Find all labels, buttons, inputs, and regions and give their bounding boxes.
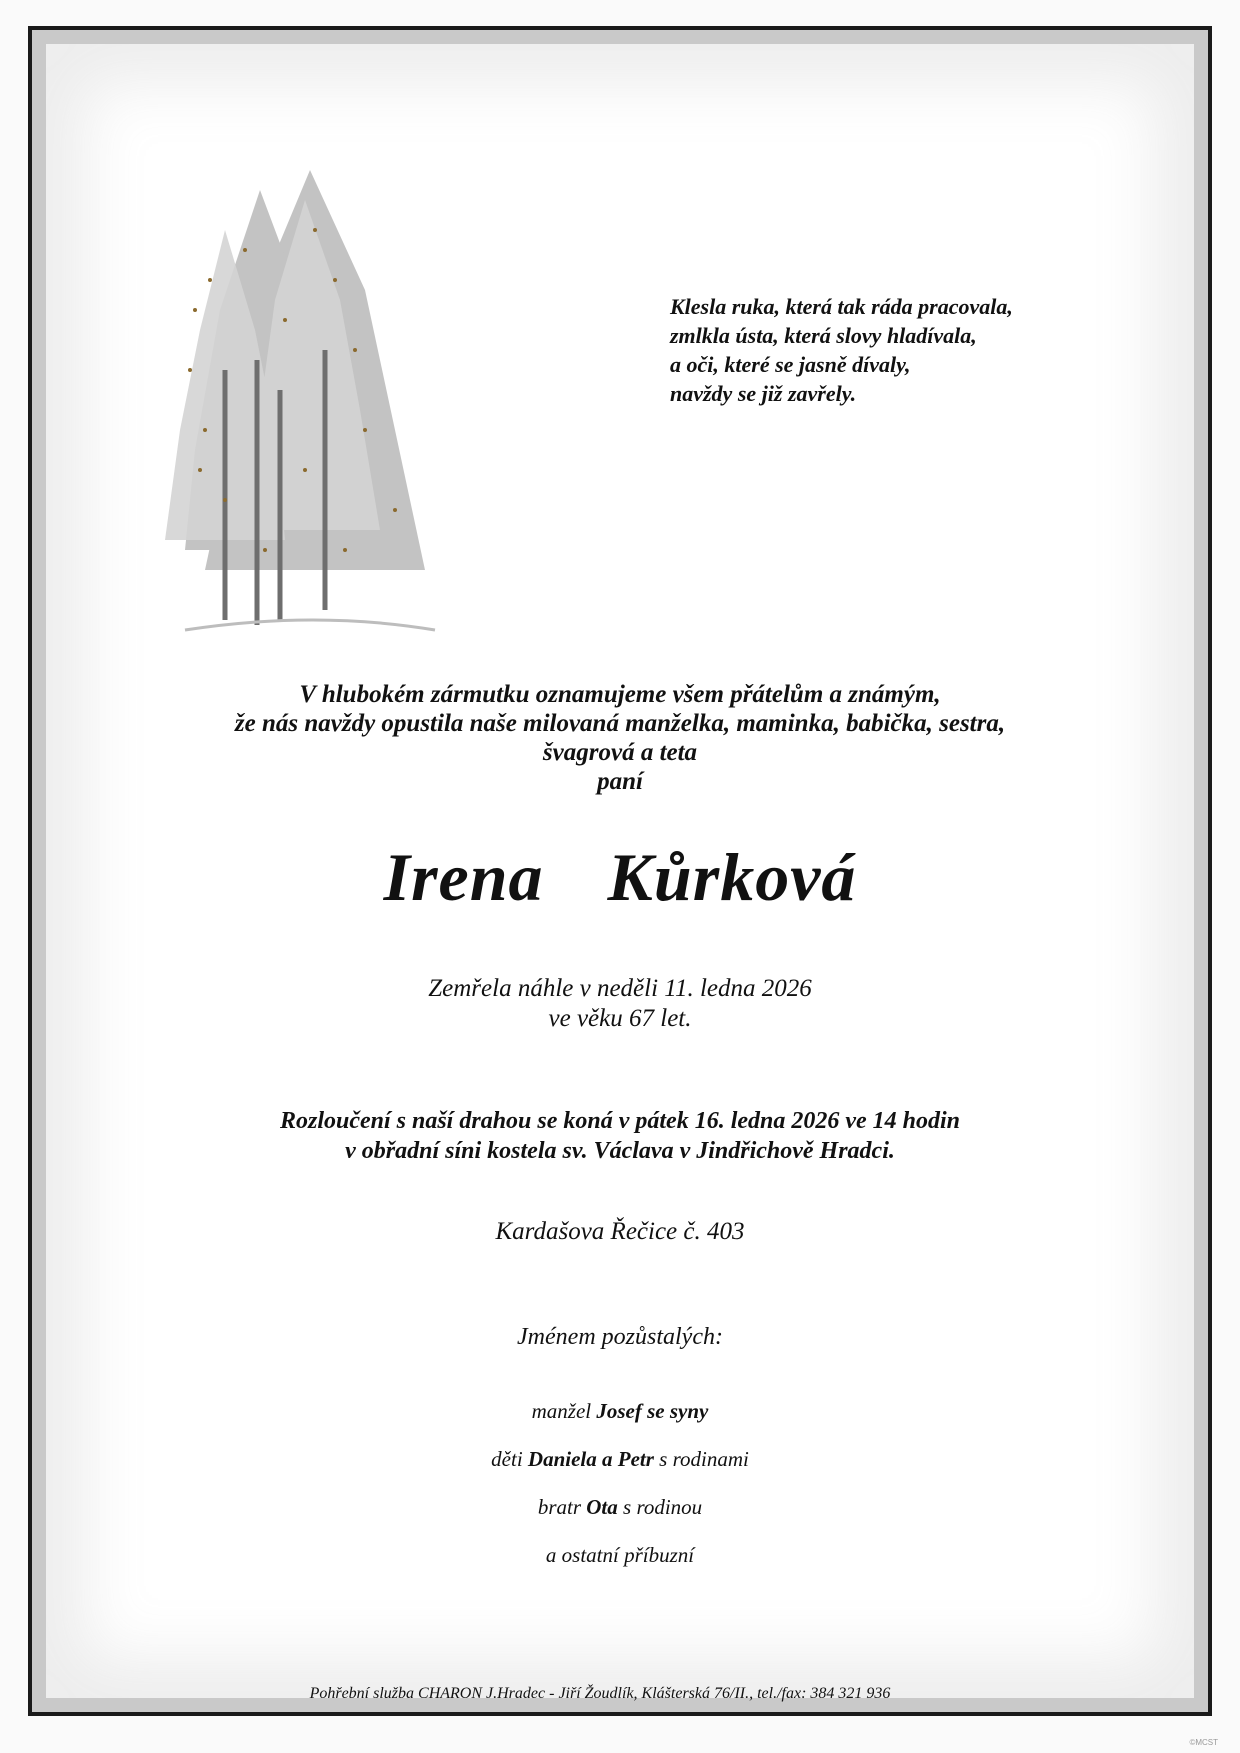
poem-line: navždy se již zavřely.: [670, 381, 857, 406]
announcement: [0, 680, 1240, 796]
poem-line: zmlkla ústa, která slovy hladívala,: [670, 323, 977, 348]
mourner-relation: děti: [491, 1447, 528, 1471]
mourner-suffix: s rodinami: [653, 1447, 749, 1471]
death-age: ve věku 67 let.: [548, 1005, 692, 1032]
farewell-place: v obřadní síni kostela sv. Václava v Jindřichově Hradci.: [345, 1138, 895, 1164]
farewell-date: Rozloučení s naší drahou se koná v pátek 16. ledna 2026 ve 14 hodin: [279, 1108, 961, 1134]
announcement-line: že nás navždy opustila naše milovaná manželka, maminka, babička, sestra,: [234, 710, 1006, 737]
mourner-relation: bratr: [537, 1495, 587, 1519]
announcement-line: paní: [597, 768, 643, 795]
mourner-row: [0, 1396, 1240, 1444]
mourner-row: [0, 1444, 1240, 1492]
mourners-list: [0, 1396, 1240, 1588]
funeral-service-footer: [0, 1685, 1240, 1703]
mourner-relation: a ostatní příbuzní: [545, 1543, 695, 1567]
announcement-line: V hlubokém zármutku oznamujeme všem přátelům a známým,: [299, 681, 941, 708]
mourner-row: [0, 1540, 1240, 1588]
poem-line: a oči, které se jasně dívaly,: [670, 352, 911, 377]
family-address: Kardašova Řečice č. 403: [495, 1218, 745, 1245]
death-date: Zemřela náhle v neděli 11. ledna 2026: [428, 975, 812, 1002]
mourner-name: Ota: [586, 1495, 618, 1519]
memorial-poem: [670, 292, 1013, 408]
death-info: [0, 974, 1240, 1034]
farewell-info: [0, 1106, 1240, 1166]
mourner-name: Daniela a Petr: [527, 1447, 654, 1471]
mourner-row: [0, 1492, 1240, 1540]
on-behalf-heading: Jménem pozůstalých:: [517, 1324, 723, 1350]
watermark: ©MCST: [1189, 1738, 1218, 1747]
mourner-name: Josef se syny: [596, 1399, 709, 1423]
mourner-relation: manžel: [531, 1399, 597, 1423]
mourner-suffix: s rodinou: [617, 1495, 703, 1519]
announcement-line: švagrová a teta: [542, 739, 698, 766]
deceased-name: Irena Kůrková: [383, 839, 857, 915]
footer-text: Pohřební služba CHARON J.Hradec - Jiří Žoudlík, Klášterská 76/II., tel./fax: 384 321 936: [309, 1685, 891, 1702]
poem-line: Klesla ruka, která tak ráda pracovala,: [670, 294, 1013, 319]
pine-trees-illustration: [165, 170, 455, 650]
